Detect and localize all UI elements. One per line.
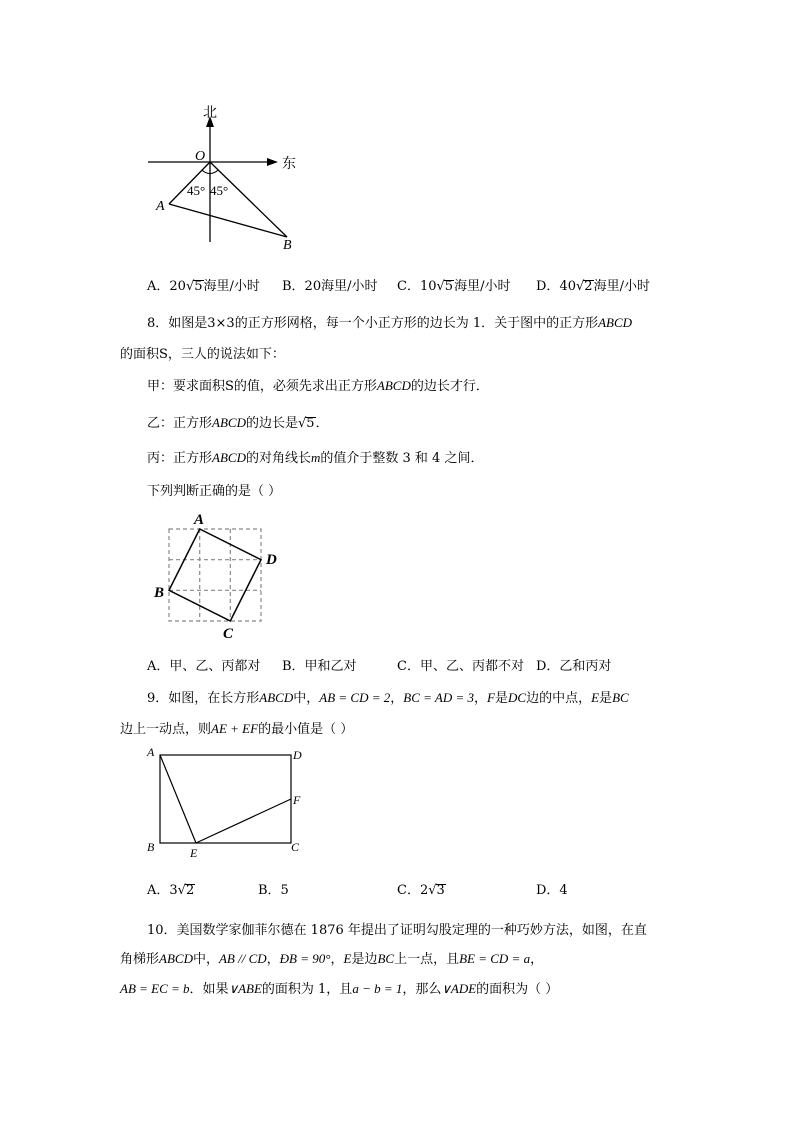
q9-option-d[interactable]: D．4	[536, 883, 568, 898]
q9-option-a[interactable]: A．3√2	[147, 883, 195, 898]
rect-point-A: A	[147, 745, 155, 759]
q8-bing: 丙：正方形ABCD的对角线长m的值介于整数 3 和 4 之间．	[147, 450, 484, 466]
rect-point-D: D	[293, 748, 302, 762]
q8-yi: 乙：正方形ABCD的边长是√5．	[147, 415, 329, 431]
q7-option-c[interactable]: C．10√5海里/小时	[397, 279, 511, 294]
q9-line2: 边上一动点，则AE + EF的最小值是（ ）	[120, 721, 354, 737]
q8-line1: 8．如图是3×3的正方形网格，每一个小正方形的边长为 1．关于图中的正方形ABCD	[147, 315, 633, 331]
q9-line1: 9．如图，在长方形ABCD中，AB = CD = 2，BC = AD = 3，F是DC边的中点，E是BC	[147, 690, 629, 706]
rect-point-B: B	[147, 840, 155, 854]
rect-point-C: C	[291, 840, 300, 854]
angle-right-label: 45°	[210, 183, 229, 198]
north-label: 北	[203, 106, 217, 121]
q7-option-d[interactable]: D．40√2海里/小时	[536, 279, 650, 294]
q8-prompt: 下列判断正确的是（ ）	[147, 484, 282, 499]
q7-option-b[interactable]: B．20海里/小时	[282, 279, 378, 294]
grid-point-B: B	[154, 585, 165, 601]
q10-line1: 10．美国数学家伽菲尔德在 1876 年提出了证明勾股定理的一种巧妙方法，如图，在直	[147, 923, 647, 938]
grid-point-D: D	[266, 552, 277, 568]
q10-line3: AB = EC = b．如果∨ABE的面积为 1，且a − b = 1，那么∨ADE的面积为（ ）	[120, 981, 559, 997]
rect-point-F: F	[293, 793, 301, 807]
figure-q8-grid	[150, 510, 290, 642]
east-label: 东	[282, 157, 296, 172]
angle-left-label: 45°	[187, 183, 206, 198]
grid-point-A: A	[194, 512, 205, 528]
grid-point-C: C	[223, 626, 234, 642]
q7-option-a[interactable]: A．20√5海里/小时	[147, 279, 260, 294]
point-O-label: O	[195, 149, 206, 164]
q8-jia: 甲：要求面积S的值，必须先求出正方形ABCD的边长才行．	[147, 378, 489, 394]
q9-option-c[interactable]: C．2√3	[397, 883, 445, 898]
point-B-label: B	[283, 238, 292, 253]
q9-option-b[interactable]: B．5	[258, 883, 289, 898]
q10-line2: 角梯形ABCD中，AB // CD，ÐB = 90°，E是边BC上一点，且BE = CD = a，	[120, 951, 544, 967]
figure-q7-compass	[140, 100, 310, 260]
figure-q9-rectangle	[140, 740, 320, 865]
point-A-label: A	[156, 199, 165, 214]
q8-option-c[interactable]: C．甲、乙、丙都不对	[397, 659, 524, 674]
q8-option-b[interactable]: B．甲和乙对	[282, 659, 357, 674]
q8-line2: 的面积S，三人的说法如下：	[120, 347, 285, 362]
q8-option-a[interactable]: A．甲、乙、丙都对	[147, 659, 261, 674]
q8-option-d[interactable]: D．乙和丙对	[536, 659, 612, 674]
rect-point-E: E	[190, 846, 198, 860]
